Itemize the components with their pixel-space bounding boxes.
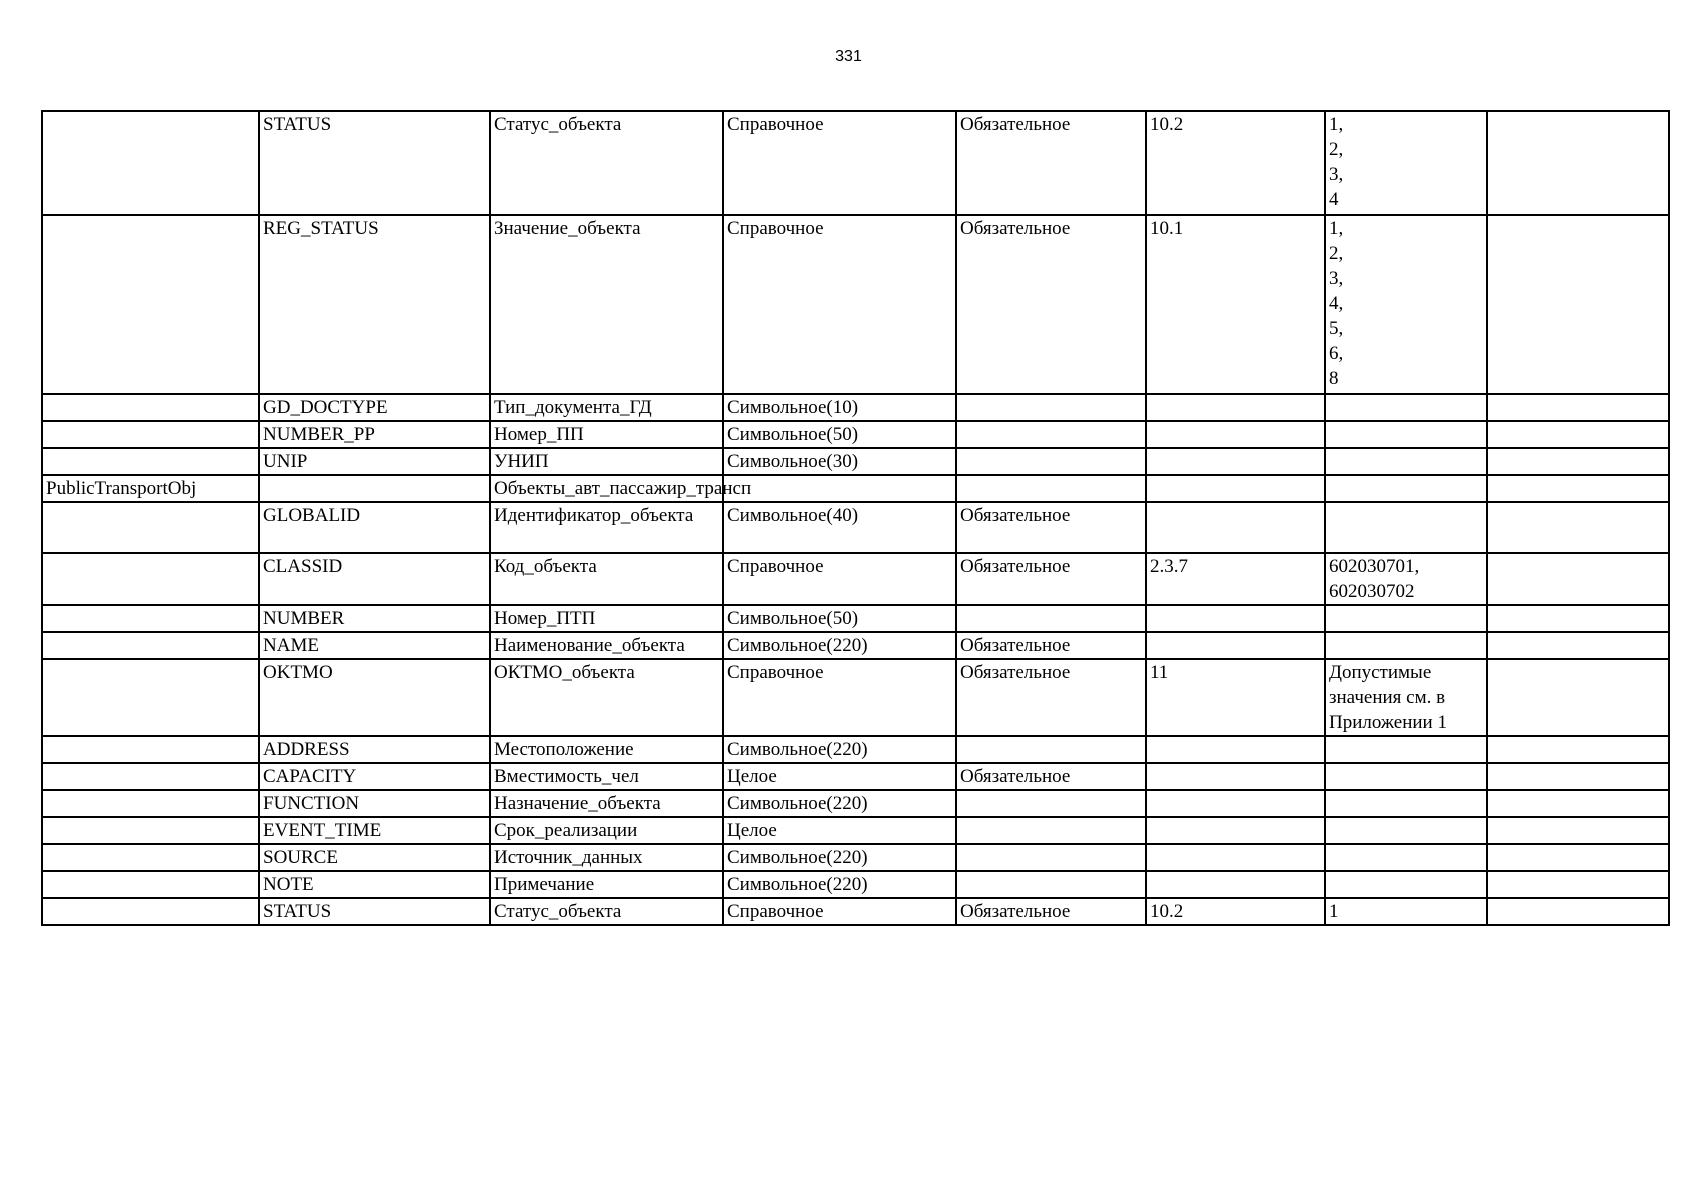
table-cell: ADDRESS	[259, 736, 490, 763]
table-cell	[1325, 763, 1487, 790]
table-cell: Значение_объекта	[490, 215, 723, 394]
table-cell	[1146, 448, 1325, 475]
table-cell: Символьное(40)	[723, 502, 956, 553]
table-row	[42, 502, 1669, 553]
table-cell	[1325, 844, 1487, 871]
table-cell: OKTMO	[259, 659, 490, 736]
table-cell	[42, 448, 259, 475]
table-cell: Объекты_авт_пассажир_трансп	[490, 475, 723, 502]
table-cell: 602030701, 602030702	[1325, 553, 1487, 605]
table-cell	[1146, 421, 1325, 448]
table-cell: ОКТМО_объекта	[490, 659, 723, 736]
table-cell	[42, 871, 259, 898]
table-cell: Обязательное	[956, 502, 1146, 553]
table-cell	[42, 394, 259, 421]
table-cell: 11	[1146, 659, 1325, 736]
table-cell: 10.1	[1146, 215, 1325, 394]
table-cell: Символьное(220)	[723, 632, 956, 659]
table-cell	[956, 448, 1146, 475]
table-row	[42, 215, 1669, 394]
table-cell: Примечание	[490, 871, 723, 898]
table-cell: NUMBER_PP	[259, 421, 490, 448]
table-cell	[1325, 475, 1487, 502]
page-number: 331	[835, 48, 862, 65]
table-cell	[1487, 394, 1669, 421]
table-cell	[42, 736, 259, 763]
table-cell	[956, 394, 1146, 421]
table-cell	[1487, 448, 1669, 475]
table-cell	[259, 475, 490, 502]
table-cell: Статус_объекта	[490, 111, 723, 215]
table-cell: GLOBALID	[259, 502, 490, 553]
table-cell: Обязательное	[956, 659, 1146, 736]
table-cell	[1487, 605, 1669, 632]
table-cell: Местоположение	[490, 736, 723, 763]
attribute-table	[41, 110, 1670, 926]
table-cell	[1325, 632, 1487, 659]
table-row	[42, 394, 1669, 421]
table-cell: Обязательное	[956, 553, 1146, 605]
table-row	[42, 871, 1669, 898]
table-cell: CAPACITY	[259, 763, 490, 790]
table-cell	[956, 871, 1146, 898]
table-cell: Срок_реализации	[490, 817, 723, 844]
table-cell	[42, 111, 259, 215]
table-cell	[1487, 421, 1669, 448]
table-cell: Справочное	[723, 898, 956, 925]
table-cell: SOURCE	[259, 844, 490, 871]
table-row	[42, 553, 1669, 605]
table-cell	[42, 605, 259, 632]
table-cell	[1325, 605, 1487, 632]
table-cell: EVENT_TIME	[259, 817, 490, 844]
table-cell: Справочное	[723, 111, 956, 215]
table-cell: 10.2	[1146, 898, 1325, 925]
table-cell: Целое	[723, 763, 956, 790]
table-cell	[1146, 394, 1325, 421]
table-cell	[1146, 817, 1325, 844]
table-cell: NUMBER	[259, 605, 490, 632]
table-cell: Символьное(50)	[723, 421, 956, 448]
table-cell: Целое	[723, 817, 956, 844]
table-cell	[1146, 790, 1325, 817]
table-cell	[42, 790, 259, 817]
table-row	[42, 844, 1669, 871]
table-cell	[1487, 736, 1669, 763]
table-cell	[1146, 871, 1325, 898]
table-row	[42, 817, 1669, 844]
table-cell	[1146, 605, 1325, 632]
table-cell: Код_объекта	[490, 553, 723, 605]
table-cell: Символьное(220)	[723, 736, 956, 763]
table-cell	[42, 502, 259, 553]
table-cell: Обязательное	[956, 632, 1146, 659]
table-cell	[956, 736, 1146, 763]
table-cell	[42, 817, 259, 844]
table-cell	[1325, 817, 1487, 844]
table-cell	[1487, 659, 1669, 736]
table-cell: Допустимые значения см. в Приложении 1	[1325, 659, 1487, 736]
table-cell: Символьное(30)	[723, 448, 956, 475]
table-cell	[42, 898, 259, 925]
table-row	[42, 763, 1669, 790]
table-cell	[42, 553, 259, 605]
table-cell	[1146, 502, 1325, 553]
table-cell: 10.2	[1146, 111, 1325, 215]
table-cell	[42, 844, 259, 871]
table-cell: УНИП	[490, 448, 723, 475]
table-cell	[956, 817, 1146, 844]
table-cell: REG_STATUS	[259, 215, 490, 394]
table-row	[42, 421, 1669, 448]
table-cell: Символьное(50)	[723, 605, 956, 632]
table-cell: FUNCTION	[259, 790, 490, 817]
table-cell	[1325, 790, 1487, 817]
table-row	[42, 736, 1669, 763]
table-cell: PublicTransportObj	[42, 475, 259, 502]
table-cell: 2.3.7	[1146, 553, 1325, 605]
table-cell: Справочное	[723, 215, 956, 394]
table-cell: Номер_ПП	[490, 421, 723, 448]
table-cell	[1146, 736, 1325, 763]
table-row	[42, 605, 1669, 632]
table-body	[42, 111, 1669, 925]
table-cell	[956, 790, 1146, 817]
table-row	[42, 790, 1669, 817]
table-row	[42, 448, 1669, 475]
table-cell	[1487, 502, 1669, 553]
table-cell	[1487, 790, 1669, 817]
table-cell	[1325, 871, 1487, 898]
table-cell	[1487, 632, 1669, 659]
table-cell	[956, 475, 1146, 502]
table-cell: Наименование_объекта	[490, 632, 723, 659]
table-cell: UNIP	[259, 448, 490, 475]
table-cell	[42, 763, 259, 790]
table-row	[42, 632, 1669, 659]
table-row	[42, 111, 1669, 215]
table-cell: CLASSID	[259, 553, 490, 605]
table-cell	[1146, 763, 1325, 790]
table-cell	[1487, 763, 1669, 790]
table-row	[42, 659, 1669, 736]
table-cell: Символьное(220)	[723, 790, 956, 817]
table-cell	[956, 421, 1146, 448]
table-cell: Символьное(220)	[723, 844, 956, 871]
table-cell: Обязательное	[956, 763, 1146, 790]
table-cell	[1325, 394, 1487, 421]
table-cell: STATUS	[259, 111, 490, 215]
table-cell	[1487, 898, 1669, 925]
table-cell	[1325, 736, 1487, 763]
table-cell	[1487, 215, 1669, 394]
table-cell: STATUS	[259, 898, 490, 925]
table-cell: Символьное(220)	[723, 871, 956, 898]
table-row	[42, 898, 1669, 925]
table-cell	[1487, 111, 1669, 215]
table-cell: GD_DOCTYPE	[259, 394, 490, 421]
table-cell: Номер_ПТП	[490, 605, 723, 632]
table-cell	[1487, 817, 1669, 844]
table-cell	[1487, 871, 1669, 898]
table-cell: Обязательное	[956, 215, 1146, 394]
table-cell: NAME	[259, 632, 490, 659]
table-cell: Тип_документа_ГД	[490, 394, 723, 421]
table-cell: 1, 2, 3, 4	[1325, 111, 1487, 215]
table-cell	[723, 475, 956, 502]
table-cell	[1487, 475, 1669, 502]
table-cell	[956, 605, 1146, 632]
table-cell: Назначение_объекта	[490, 790, 723, 817]
table-cell	[1487, 844, 1669, 871]
table-cell	[42, 632, 259, 659]
table-cell: Символьное(10)	[723, 394, 956, 421]
table-cell	[1146, 475, 1325, 502]
table-cell	[1487, 553, 1669, 605]
table-cell: Справочное	[723, 553, 956, 605]
table-cell: Источник_данных	[490, 844, 723, 871]
table-cell: Вместимость_чел	[490, 763, 723, 790]
table-cell: Идентификатор_объекта	[490, 502, 723, 553]
table-cell: Обязательное	[956, 898, 1146, 925]
table-row	[42, 475, 1669, 502]
table-cell	[42, 659, 259, 736]
table-cell	[1146, 844, 1325, 871]
table-cell	[42, 215, 259, 394]
table-cell	[1325, 448, 1487, 475]
table-cell	[1325, 421, 1487, 448]
table-cell	[1325, 502, 1487, 553]
table-cell: NOTE	[259, 871, 490, 898]
table-cell: Статус_объекта	[490, 898, 723, 925]
table-cell: Обязательное	[956, 111, 1146, 215]
table-cell: 1, 2, 3, 4, 5, 6, 8	[1325, 215, 1487, 394]
table-cell: 1	[1325, 898, 1487, 925]
table-cell: Справочное	[723, 659, 956, 736]
table-cell	[956, 844, 1146, 871]
table-cell	[1146, 632, 1325, 659]
table-cell	[42, 421, 259, 448]
